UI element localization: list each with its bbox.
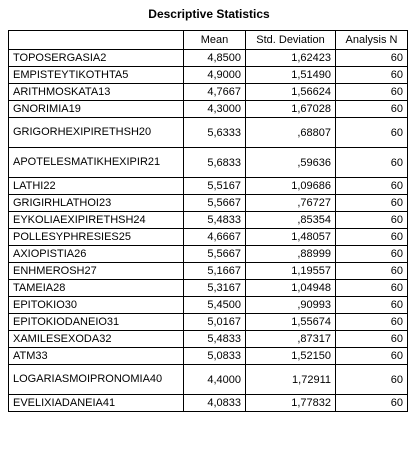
- table-row: [9, 365, 408, 395]
- mean-value: 4,6667: [184, 229, 246, 246]
- mean-value: 5,6833: [184, 148, 246, 178]
- variable-name: LOGARIASMOIPRONOMIA40: [9, 365, 184, 395]
- variable-name: TAMEIA28: [9, 280, 184, 297]
- analysis-n-value: 60: [336, 348, 408, 365]
- table-row: [9, 195, 408, 212]
- header-variable: [9, 31, 184, 50]
- variable-name: GRIGIRHLATHOI23: [9, 195, 184, 212]
- table-row: [9, 84, 408, 101]
- variable-name: APOTELESMATIKHEXIPIR21: [9, 148, 184, 178]
- table-row: [9, 101, 408, 118]
- descriptive-statistics-table: [8, 30, 408, 412]
- variable-name: GRIGORHEXIPIRETHSH20: [9, 118, 184, 148]
- mean-value: 5,4833: [184, 212, 246, 229]
- std-deviation-value: 1,56624: [246, 84, 336, 101]
- header-std-deviation: Std. Deviation: [246, 31, 336, 50]
- mean-value: 5,6333: [184, 118, 246, 148]
- variable-name: EVELIXIADANEIA41: [9, 395, 184, 412]
- table-row: [9, 67, 408, 84]
- table-row: [9, 246, 408, 263]
- mean-value: 5,4833: [184, 331, 246, 348]
- std-deviation-value: 1,62423: [246, 50, 336, 67]
- table-row: [9, 331, 408, 348]
- variable-name: AXIOPISTIA26: [9, 246, 184, 263]
- std-deviation-value: 1,77832: [246, 395, 336, 412]
- table-row: [9, 212, 408, 229]
- mean-value: 5,5667: [184, 195, 246, 212]
- analysis-n-value: 60: [336, 212, 408, 229]
- header-row: [9, 31, 408, 50]
- std-deviation-value: 1,51490: [246, 67, 336, 84]
- analysis-n-value: 60: [336, 297, 408, 314]
- mean-value: 4,0833: [184, 395, 246, 412]
- mean-value: 5,5667: [184, 246, 246, 263]
- analysis-n-value: 60: [336, 314, 408, 331]
- analysis-n-value: 60: [336, 178, 408, 195]
- std-deviation-value: 1,52150: [246, 348, 336, 365]
- std-deviation-value: 1,72911: [246, 365, 336, 395]
- mean-value: 4,4000: [184, 365, 246, 395]
- std-deviation-value: ,68807: [246, 118, 336, 148]
- std-deviation-value: 1,19557: [246, 263, 336, 280]
- mean-value: 4,3000: [184, 101, 246, 118]
- table-row: [9, 280, 408, 297]
- std-deviation-value: 1,48057: [246, 229, 336, 246]
- std-deviation-value: 1,67028: [246, 101, 336, 118]
- analysis-n-value: 60: [336, 229, 408, 246]
- table-row: [9, 314, 408, 331]
- table-row: [9, 118, 408, 148]
- analysis-n-value: 60: [336, 101, 408, 118]
- analysis-n-value: 60: [336, 280, 408, 297]
- header-mean: Mean: [184, 31, 246, 50]
- variable-name: EPITOKIODANEIO31: [9, 314, 184, 331]
- table-title: Descriptive Statistics: [148, 7, 270, 21]
- analysis-n-value: 60: [336, 67, 408, 84]
- table-row: [9, 229, 408, 246]
- mean-value: 5,0833: [184, 348, 246, 365]
- std-deviation-value: ,59636: [246, 148, 336, 178]
- variable-name: EMPISTEYTIKOTHTA5: [9, 67, 184, 84]
- variable-name: ENHMEROSH27: [9, 263, 184, 280]
- mean-value: 5,5167: [184, 178, 246, 195]
- std-deviation-value: ,87317: [246, 331, 336, 348]
- analysis-n-value: 60: [336, 148, 408, 178]
- variable-name: EYKOLIAEXIPIRETHSH24: [9, 212, 184, 229]
- table-row: [9, 263, 408, 280]
- variable-name: EPITOKIO30: [9, 297, 184, 314]
- std-deviation-value: 1,04948: [246, 280, 336, 297]
- mean-value: 4,9000: [184, 67, 246, 84]
- std-deviation-value: ,76727: [246, 195, 336, 212]
- std-deviation-value: ,90993: [246, 297, 336, 314]
- analysis-n-value: 60: [336, 331, 408, 348]
- variable-name: ATM33: [9, 348, 184, 365]
- variable-name: GNORIMIA19: [9, 101, 184, 118]
- mean-value: 4,7667: [184, 84, 246, 101]
- std-deviation-value: ,88999: [246, 246, 336, 263]
- header-analysis-n: Analysis N: [336, 31, 408, 50]
- analysis-n-value: 60: [336, 84, 408, 101]
- analysis-n-value: 60: [336, 195, 408, 212]
- mean-value: 5,1667: [184, 263, 246, 280]
- std-deviation-value: ,85354: [246, 212, 336, 229]
- table-row: [9, 50, 408, 67]
- variable-name: ARITHMOSKATA13: [9, 84, 184, 101]
- variable-name: XAMILESEXODA32: [9, 331, 184, 348]
- table-row: [9, 148, 408, 178]
- variable-name: TOPOSERGASIA2: [9, 50, 184, 67]
- table-row: [9, 395, 408, 412]
- analysis-n-value: 60: [336, 50, 408, 67]
- analysis-n-value: 60: [336, 246, 408, 263]
- mean-value: 5,0167: [184, 314, 246, 331]
- std-deviation-value: 1,09686: [246, 178, 336, 195]
- variable-name: LATHI22: [9, 178, 184, 195]
- analysis-n-value: 60: [336, 118, 408, 148]
- analysis-n-value: 60: [336, 263, 408, 280]
- mean-value: 4,8500: [184, 50, 246, 67]
- analysis-n-value: 60: [336, 395, 408, 412]
- analysis-n-value: 60: [336, 365, 408, 395]
- mean-value: 5,4500: [184, 297, 246, 314]
- variable-name: POLLESYPHRESIES25: [9, 229, 184, 246]
- mean-value: 5,3167: [184, 280, 246, 297]
- table-row: [9, 297, 408, 314]
- table-row: [9, 178, 408, 195]
- table-row: [9, 348, 408, 365]
- std-deviation-value: 1,55674: [246, 314, 336, 331]
